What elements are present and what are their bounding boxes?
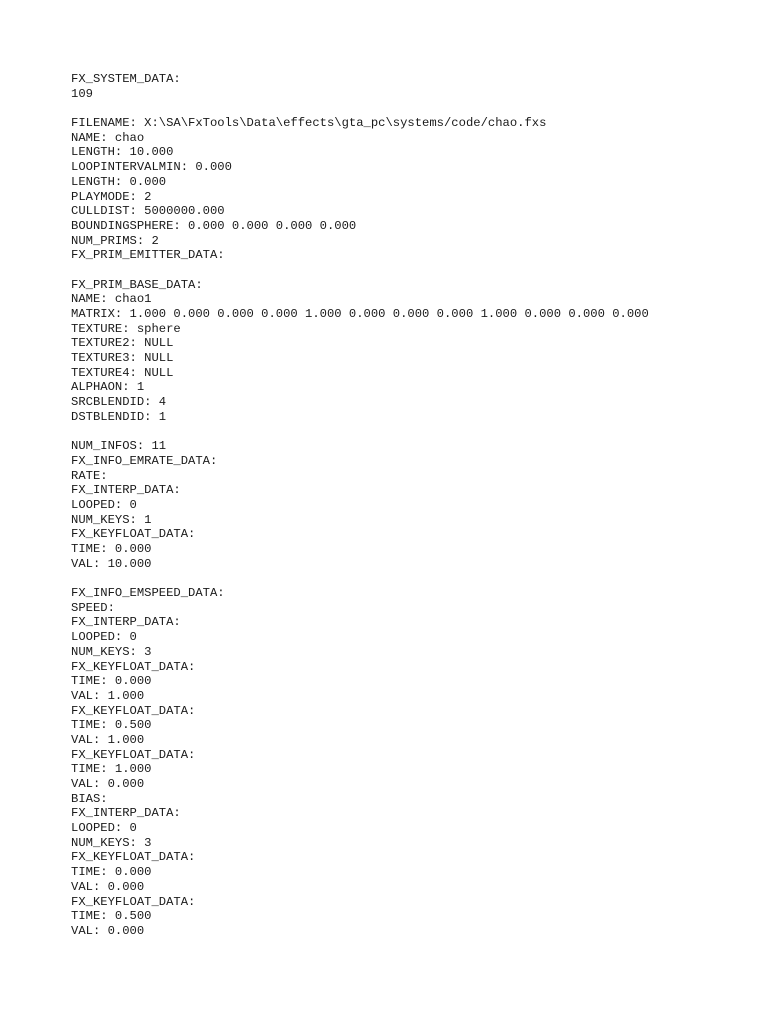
text-line: LOOPED: 0 [71,630,137,645]
text-line: CULLDIST: 5000000.000 [71,204,225,219]
text-line: FX_INTERP_DATA: [71,483,181,498]
text-line: FX_KEYFLOAT_DATA: [71,894,196,909]
text-line: FX_KEYFLOAT_DATA: [71,850,196,865]
text-line: TIME: 0.500 [71,909,152,924]
text-line: TIME: 0.000 [71,865,152,880]
text-line: FX_KEYFLOAT_DATA: [71,703,196,718]
text-line: LOOPED: 0 [71,821,137,836]
text-line: NAME: chao1 [71,292,152,307]
text-line: VAL: 1.000 [71,732,145,747]
document-body [71,72,758,939]
text-line: TIME: 0.500 [71,718,152,733]
text-line: VAL: 0.000 [71,879,145,894]
text-line: VAL: 10.000 [71,556,152,571]
text-line: BIAS: [71,791,108,806]
text-line: LENGTH: 10.000 [71,145,174,160]
text-line: FX_INTERP_DATA: [71,806,181,821]
text-line: FX_PRIM_EMITTER_DATA: [71,248,225,263]
blank-line [71,571,758,586]
text-line: NAME: chao [71,130,145,145]
text-line: 109 [71,86,93,101]
text-line: MATRIX: 1.000 0.000 0.000 0.000 1.000 0.000 0.000 0.000 1.000 0.000 0.000 0.000 [71,307,649,321]
text-line: SRCBLENDID: 4 [71,395,167,410]
text-line: LOOPED: 0 [71,497,137,512]
text-line: FX_KEYFLOAT_DATA: [71,747,196,762]
text-line: TIME: 0.000 [71,542,152,556]
blank-line [71,425,758,440]
text-line: BOUNDINGSPHERE: 0.000 0.000 0.000 0.000 [71,218,357,233]
text-line: ALPHAON: 1 [71,380,145,395]
text-line: VAL: 1.000 [71,688,145,703]
text-line: FX_KEYFLOAT_DATA: [71,527,196,542]
blank-line [71,101,758,116]
text-line: RATE: [71,468,108,483]
text-line: DSTBLENDID: 1 [71,409,167,424]
text-line: VAL: 0.000 [71,923,145,938]
text-line: NUM_KEYS: 1 [71,512,152,527]
text-line: FX_INTERP_DATA: [71,615,181,630]
text-line: SPEED: [71,600,115,615]
text-line: TIME: 1.000 [71,762,152,777]
text-line: TEXTURE: sphere [71,321,181,336]
text-line: FX_PRIM_BASE_DATA: [71,277,203,292]
text-line: FX_INFO_EMRATE_DATA: [71,453,218,468]
text-line: TEXTURE2: NULL [71,336,174,351]
blank-line [71,263,758,278]
text-line: FX_SYSTEM_DATA: [71,72,181,86]
text-line: TEXTURE3: NULL [71,351,174,366]
text-line: TIME: 0.000 [71,674,152,689]
text-line: PLAYMODE: 2 [71,189,152,204]
text-line: NUM_KEYS: 3 [71,644,152,659]
text-line: LOOPINTERVALMIN: 0.000 [71,160,232,175]
text-line: NUM_INFOS: 11 [71,439,167,454]
text-line: VAL: 0.000 [71,777,145,791]
text-line: FILENAME: X:\SA\FxTools\Data\effects\gta_pc\systems/code/chao.fxs [71,116,547,131]
text-line: FX_KEYFLOAT_DATA: [71,659,196,674]
text-line: NUM_PRIMS: 2 [71,233,159,248]
text-line: NUM_KEYS: 3 [71,835,152,850]
text-line: FX_INFO_EMSPEED_DATA: [71,586,225,601]
text-line: TEXTURE4: NULL [71,365,174,380]
text-line: LENGTH: 0.000 [71,174,167,189]
